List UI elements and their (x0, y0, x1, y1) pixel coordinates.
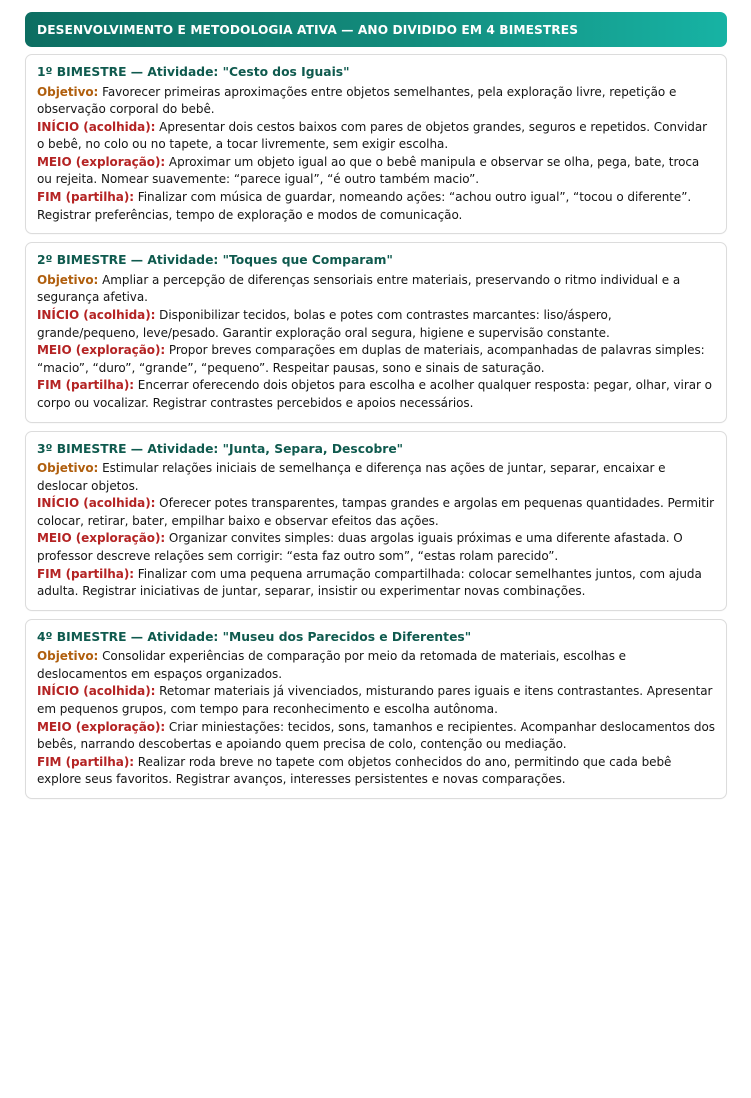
bimestre-card-2 (25, 242, 727, 422)
fim-paragraph (37, 377, 715, 412)
fim-label: FIM (partilha): (37, 190, 135, 205)
meio-label: MEIO (exploração): (37, 531, 166, 546)
fim-paragraph (37, 754, 715, 789)
inicio-text: Disponibilizar tecidos, bolas e potes com contrastes marcantes: liso/áspero, grande/pequeno, leve/pesado. Garantir exploração oral segura, higiene e supervisão constante. (37, 307, 612, 340)
meio-label: MEIO (exploração): (37, 154, 166, 169)
inicio-label: INÍCIO (acolhida): (37, 307, 156, 322)
meio-label: MEIO (exploração): (37, 719, 166, 734)
bimestre-title: 2º BIMESTRE — Atividade: "Toques que Comparam" (37, 253, 393, 268)
fim-label: FIM (partilha): (37, 754, 135, 769)
inicio-label: INÍCIO (acolhida): (37, 119, 156, 134)
meio-paragraph (37, 530, 715, 565)
fim-label: FIM (partilha): (37, 378, 135, 393)
fim-text: Finalizar com uma pequena arrumação compartilhada: colocar semelhantes juntos, com ajuda adulta. Registrar iniciativas de juntar, separar, insistir ou experimentar novas combinações. (37, 566, 702, 599)
inicio-label: INÍCIO (acolhida): (37, 684, 156, 699)
fim-label: FIM (partilha): (37, 566, 135, 581)
bimestre-card-3 (25, 431, 727, 611)
objetivo-text: Ampliar a percepção de diferenças sensoriais entre materiais, preservando o ritmo individual e a segurança afetiva. (37, 272, 681, 305)
objetivo-paragraph (37, 84, 715, 119)
bimestre-title: 4º BIMESTRE — Atividade: "Museu dos Parecidos e Diferentes" (37, 629, 472, 644)
inicio-text: Oferecer potes transparentes, tampas grandes e argolas em pequenas quantidades. Permitir colocar, retirar, bater, empilhar baixo e observar efeitos das ações. (37, 496, 715, 528)
inicio-paragraph (37, 307, 715, 342)
meio-text: Aproximar um objeto igual ao que o bebê manipula e observar se olha, pega, bate, troca ou rejeita. Nomear suavemente: “parece igual”, “é outro também macio”. (37, 154, 700, 187)
fim-text: Finalizar com música de guardar, nomeando ações: “achou outro igual”, “tocou o diferente”. Registrar preferências, tempo de exploração e modos de comunicação. (37, 190, 692, 222)
objetivo-text: Consolidar experiências de comparação por meio da retomada de materiais, escolhas e deslocamentos em espaços organizados. (37, 649, 627, 681)
objetivo-label: Objetivo: (37, 84, 99, 99)
fim-text: Encerrar oferecendo dois objetos para escolha e acolher qualquer resposta: pegar, olhar, virar o corpo ou vocalizar. Registrar contrastes percebidos e apoios necessários. (37, 378, 712, 410)
bimestre-card-1 (25, 54, 727, 234)
document-page (25, 12, 727, 799)
objetivo-label: Objetivo: (37, 461, 99, 475)
bimestre-card-4 (25, 619, 727, 799)
header-title: DESENVOLVIMENTO E METODOLOGIA ATIVA — ANO DIVIDIDO EM 4 BIMESTRES (37, 22, 579, 37)
inicio-paragraph (37, 683, 715, 718)
meio-paragraph (37, 342, 715, 377)
fim-paragraph (37, 566, 715, 601)
meio-label: MEIO (exploração): (37, 343, 166, 358)
fim-text: Realizar roda breve no tapete com objetos conhecidos do ano, permitindo que cada bebê explore seus favoritos. Registrar avanços, interesses persistentes e novas comparações. (37, 754, 672, 787)
objetivo-paragraph (37, 272, 715, 307)
meio-text: Propor breves comparações em duplas de materiais, acompanhadas de palavras simples: “macio”, “duro”, “grande”, “pequeno”. Respeitar pausas, sono e sinais de saturação. (37, 343, 705, 375)
inicio-label: INÍCIO (acolhida): (37, 496, 156, 511)
inicio-text: Retomar materiais já vivenciados, misturando pares iguais e itens contrastantes. Apresentar em pequenos grupos, com tempo para reconhecimento e escolha autônoma. (37, 684, 713, 717)
meio-text: Organizar convites simples: duas argolas iguais próximas e uma diferente afastada. O professor descreve relações sem corrigir: “esta faz outro som”, “estas rolam parecido”. (37, 531, 683, 563)
objetivo-paragraph (37, 460, 715, 495)
header-banner (25, 12, 727, 47)
bimestre-title: 1º BIMESTRE — Atividade: "Cesto dos Iguais" (37, 65, 350, 79)
objetivo-label: Objetivo: (37, 272, 99, 287)
fim-paragraph (37, 189, 715, 224)
meio-paragraph (37, 154, 715, 189)
inicio-paragraph (37, 119, 715, 154)
meio-paragraph (37, 719, 715, 754)
meio-text: Criar miniestações: tecidos, sons, tamanhos e recipientes. Acompanhar deslocamentos dos bebês, narrando descobertas e apoiando quem precisa de colo, contenção ou mediação. (37, 719, 715, 752)
inicio-paragraph (37, 495, 715, 530)
bimestre-title: 3º BIMESTRE — Atividade: "Junta, Separa, Descobre" (37, 441, 404, 456)
objetivo-text: Favorecer primeiras aproximações entre objetos semelhantes, pela exploração livre, repetição e observação corporal do bebê. (37, 84, 677, 117)
objetivo-text: Estimular relações iniciais de semelhança e diferença nas ações de juntar, separar, encaixar e deslocar objetos. (37, 461, 666, 493)
inicio-text: Apresentar dois cestos baixos com pares de objetos grandes, seguros e repetidos. Convidar o bebê, no colo ou no tapete, a tocar livremente, sem exigir escolha. (37, 119, 708, 152)
objetivo-paragraph (37, 648, 715, 683)
objetivo-label: Objetivo: (37, 649, 99, 664)
